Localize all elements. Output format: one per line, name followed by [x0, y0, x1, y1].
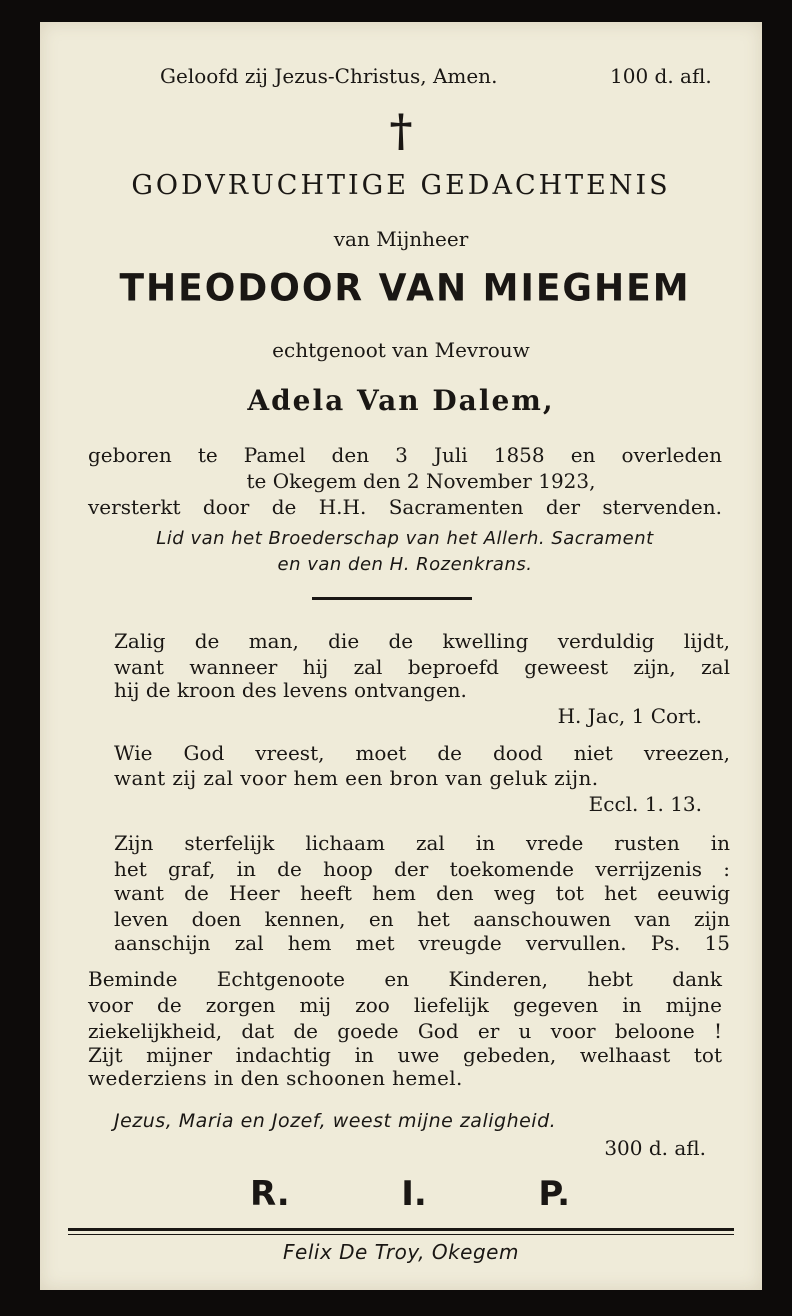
- divider: [312, 597, 472, 600]
- closing-prayer: Jezus, Maria en Jozef, weest mijne zaligheid.: [114, 1110, 557, 1132]
- bio-line-2: te Okegem den 2 November 1923,: [246, 469, 596, 493]
- verse-line: voor de zorgen mij zoo liefelijk gegeven in mijne: [88, 993, 722, 1017]
- rip-letter: R.: [250, 1174, 290, 1214]
- cross-icon: †: [389, 106, 413, 157]
- verse-line: Zalig de man, die de kwelling verduldig lijdt,: [114, 629, 730, 653]
- verse-line: hij de kroon des levens ontvangen.: [114, 678, 467, 702]
- bio-line-3: versterkt door de H.H. Sacramenten der stervenden.: [88, 495, 722, 519]
- verse-reference: Eccl. 1. 13.: [588, 792, 702, 816]
- verse-line: aanschijn zal hem met vreugde vervullen. Ps. 15: [114, 931, 730, 955]
- verse-line: ziekelijkheid, dat de goede God er u voor beloone !: [88, 1019, 722, 1043]
- rip-initials: [250, 1174, 570, 1214]
- spouse-intro: echtgenoot van Mevrouw: [272, 338, 530, 362]
- spouse-name: Adela Van Dalem,: [247, 384, 555, 417]
- verse-line: want zij zal voor hem een bron van geluk zijn.: [114, 766, 599, 790]
- verse-line: want de Heer heeft hem den weg tot het eeuwig: [114, 881, 730, 905]
- verse-line: het graf, in de hoop der toekomende verrijzenis :: [114, 857, 730, 881]
- memorial-card: [40, 22, 762, 1290]
- closing-indulgence: 300 d. afl.: [604, 1136, 706, 1160]
- verse-line: want wanneer hij zal beproefd geweest zijn, zal: [114, 655, 730, 679]
- verse-line: wederziens in den schoonen hemel.: [88, 1066, 463, 1090]
- card-title: GODVRUCHTIGE GEDACHTENIS: [131, 170, 671, 201]
- intro-text: van Mijnheer: [333, 227, 469, 251]
- rip-letter: P.: [538, 1174, 570, 1214]
- header-indulgence: 100 d. afl.: [610, 64, 712, 88]
- bio-line-1: geboren te Pamel den 3 Juli 1858 en overleden: [88, 443, 722, 467]
- verse-line: Zijt mijner indachtig in uwe gebeden, welhaast tot: [88, 1043, 722, 1067]
- bottom-rule: [68, 1228, 734, 1231]
- membership-line-1: Lid van het Broederschap van het Allerh. Sacrament: [156, 528, 654, 549]
- membership-line-2: en van den H. Rozenkrans.: [277, 554, 533, 575]
- bottom-rule-thin: [68, 1234, 734, 1235]
- verse-line: Beminde Echtgenoote en Kinderen, hebt dank: [88, 967, 722, 991]
- deceased-name: THEODOOR VAN MIEGHEM: [119, 266, 691, 311]
- verse-reference: H. Jac, 1 Cort.: [557, 704, 702, 728]
- verse-line: leven doen kennen, en het aanschouwen van zijn: [114, 907, 730, 931]
- printer-credit: Felix De Troy, Okegem: [283, 1240, 519, 1264]
- header-invocation: Geloofd zij Jezus-Christus, Amen.: [160, 64, 498, 88]
- verse-line: Zijn sterfelijk lichaam zal in vrede rusten in: [114, 831, 730, 855]
- rip-letter: I.: [401, 1174, 427, 1214]
- verse-line: Wie God vreest, moet de dood niet vreezen,: [114, 741, 730, 765]
